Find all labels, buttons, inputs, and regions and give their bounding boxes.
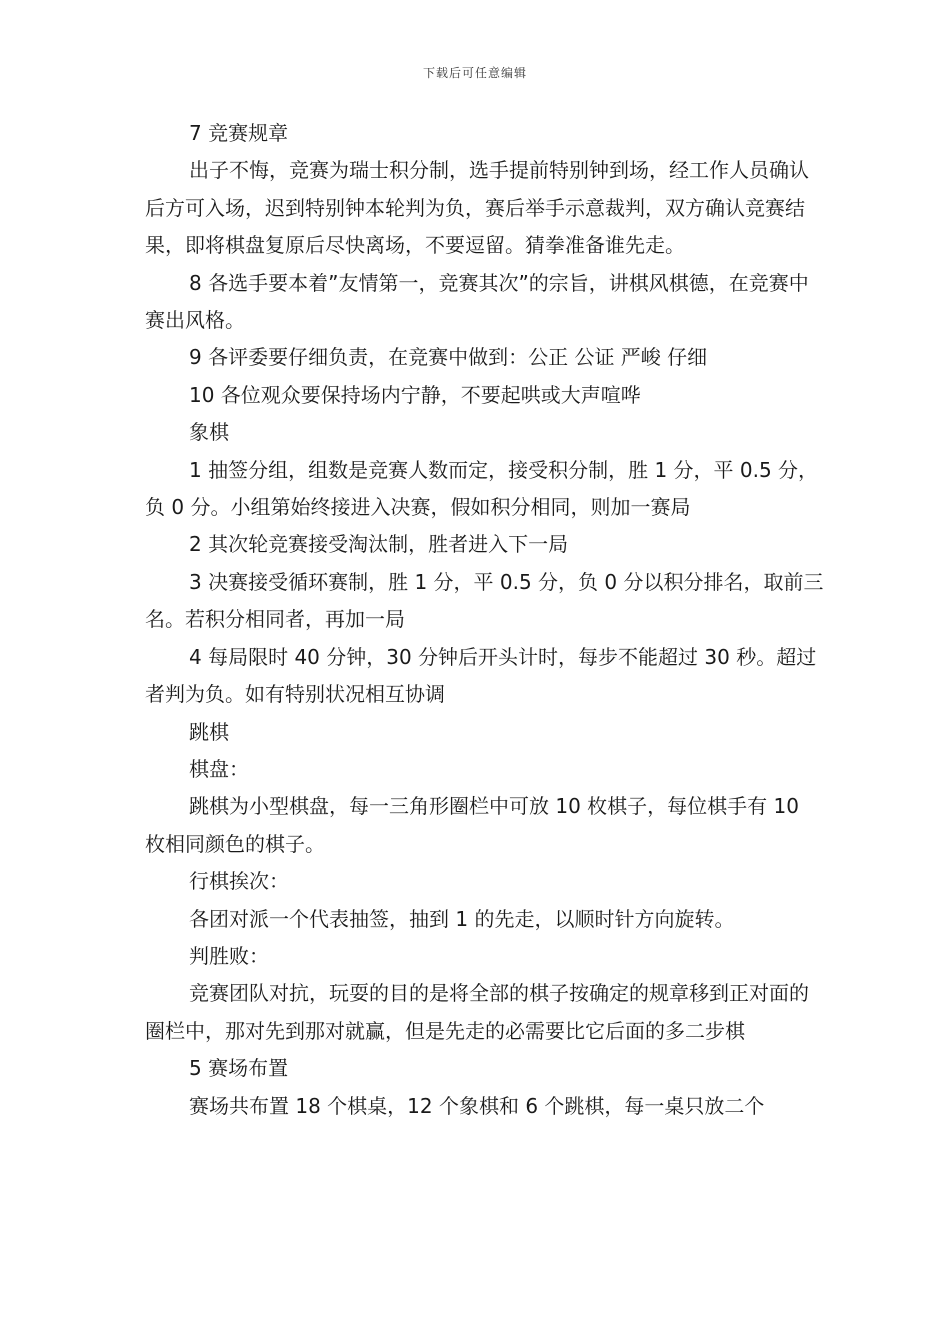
section-heading-checkers: 跳棋 — [189, 719, 229, 744]
paragraph: 10 各位观众要保持场内宁静，不要起哄或大声喧哗 — [189, 382, 641, 407]
paragraph: 8 各选手要本着”友情第一，竞赛其次”的宗旨，讲棋风棋德，在竞赛中赛出风格。 — [145, 270, 809, 333]
paragraph: 4 每局限时 40 分钟，30 分钟后开头计时，每步不能超过 30 秒。超过者判为负。如有特别状况相互协调 — [145, 644, 817, 707]
paragraph: 出子不悔，竞赛为瑞士积分制，选手提前特别钟到场，经工作人员确认后方可入场，迟到特别钟本轮判为负，赛后举手示意裁判，双方确认竞赛结果，即将棋盘复原后尽快离场，不要逗留。猜拳准备谁先走。 — [145, 158, 809, 258]
paragraph: 3 决赛接受循环赛制，胜 1 分，平 0.5 分，负 0 分以积分排名，取前三名。若积分相同者，再加一局 — [145, 569, 824, 632]
paragraph: 9 各评委要仔细负责，在竞赛中做到：公正 公证 严峻 仔细 — [189, 345, 708, 370]
section-heading-venue: 5 赛场布置 — [189, 1056, 289, 1081]
paragraph: 各团对派一个代表抽签，抽到 1 的先走，以顺时针方向旋转。 — [189, 906, 735, 931]
subheading-win-loss: 判胜败： — [189, 943, 269, 968]
document-body — [145, 115, 825, 1125]
section-heading-rules: 7 竞赛规章 — [189, 121, 289, 145]
paragraph: 2 其次轮竞赛接受淘汰制，胜者进入下一局 — [189, 532, 569, 557]
subheading-board: 棋盘： — [189, 756, 249, 781]
paragraph: 赛场共布置 18 个棋桌，12 个象棋和 6 个跳棋，每一桌只放二个 — [189, 1093, 765, 1118]
paragraph: 1 抽签分组，组数是竞赛人数而定，接受积分制，胜 1 分，平 0.5 分，负 0 分。小组第始终接进入决赛，假如积分相同，则加一赛局 — [145, 457, 819, 520]
paragraph: 跳棋为小型棋盘，每一三角形圈栏中可放 10 枚棋子，每位棋手有 10 枚相同颜色的棋子。 — [145, 794, 799, 856]
subheading-move-order: 行棋挨次： — [189, 869, 289, 894]
page-header: 下载后可任意编辑 — [422, 66, 527, 80]
section-heading-xiangqi: 象棋 — [189, 420, 229, 445]
paragraph: 竞赛团队对抗，玩耍的目的是将全部的棋子按确定的规章移到正对面的圈栏中，那对先到那对就赢，但是先走的必需要比它后面的多二步棋 — [145, 981, 809, 1043]
